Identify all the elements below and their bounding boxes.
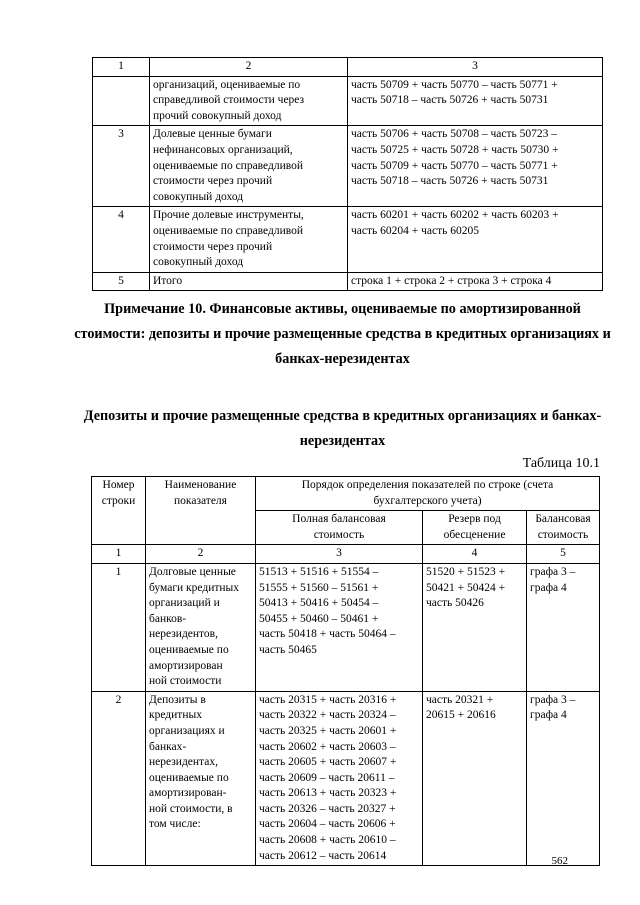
header-number: Номер строки (92, 477, 146, 545)
header-group: Порядок определения показателей по строке (счета бухгалтерского учета) (256, 477, 600, 511)
column-number: 2 (146, 545, 256, 564)
table-row (93, 76, 603, 126)
table-10-1 (91, 476, 600, 866)
section-subheading: Депозиты и прочие размещенные средства в кредитных организациях и банках-нерезидентах (83, 408, 602, 449)
column-number: 1 (92, 545, 146, 564)
row-full-value: 51513 + 51516 + 51554 – 51555 + 51560 – 51561 + 50413 + 50416 + 50454 – 50455 + 50460 – 50461 + часть 50418 + часть 50464 – часть 50465 (256, 563, 423, 691)
table-label: Таблица 10.1 (522, 456, 600, 471)
header-full-value: Полная балансовая стоимость (256, 511, 423, 545)
row-name: Долевые ценные бумаги нефинансовых организаций, оцениваемые по справедливой стоимости через прочий совокупный доход (150, 126, 348, 207)
row-rule: строка 1 + строка 2 + строка 3 + строка 4 (348, 272, 603, 291)
header-cell: 3 (348, 58, 603, 77)
row-rule: часть 50706 + часть 50708 – часть 50723 – часть 50725 + часть 50728 + часть 50730 + часть 50709 + часть 50770 – часть 50771 + часть 50718 – часть 50726 + часть 50731 (348, 126, 603, 207)
header-cell: 1 (93, 58, 150, 77)
row-name: организаций, оцениваемые по справедливой стоимости через прочий совокупный доход (150, 76, 348, 126)
column-number-row (92, 545, 600, 564)
row-number: 1 (92, 563, 146, 691)
row-number: 3 (93, 126, 150, 207)
row-reserve: часть 20321 + 20615 + 20616 (423, 691, 527, 866)
table-continuation (92, 57, 603, 291)
header-cell: 2 (150, 58, 348, 77)
table-header-row (92, 477, 600, 511)
table-row (92, 563, 600, 691)
table-row (93, 126, 603, 207)
row-number: 5 (93, 272, 150, 291)
header-reserve: Резерв под обесценение (423, 511, 527, 545)
header-balance: Балансовая стоимость (527, 511, 600, 545)
row-number (93, 76, 150, 126)
row-balance: графа 3 – графа 4 (527, 563, 600, 691)
row-number: 2 (92, 691, 146, 866)
page-number: 562 (551, 855, 568, 867)
row-name: Прочие долевые инструменты, оцениваемые по справедливой стоимости через прочий совокупный доход (150, 207, 348, 272)
row-name: Итого (150, 272, 348, 291)
row-rule: часть 50709 + часть 50770 – часть 50771 + часть 50718 – часть 50726 + часть 50731 (348, 76, 603, 126)
table-row (92, 691, 600, 866)
table-header-row (93, 58, 603, 77)
column-number: 3 (256, 545, 423, 564)
row-name: Долговые ценные бумаги кредитных организаций и банков- нерезидентов, оцениваемые по амортизирован ной стоимости (146, 563, 256, 691)
row-name: Депозиты в кредитных организациях и банках- нерезидентах, оцениваемые по амортизирован- ной стоимости, в том числе: (146, 691, 256, 866)
note-heading: Примечание 10. Финансовые активы, оцениваемые по амортизированной стоимости: депозиты и прочие размещенные средства в кредитных организациях и банках-нерезидентах (74, 301, 611, 367)
header-name: Наименование показателя (146, 477, 256, 545)
table-row (93, 207, 603, 272)
row-full-value: часть 20315 + часть 20316 + часть 20322 + часть 20324 – часть 20325 + часть 20601 + часть 20602 + часть 20603 – часть 20605 + часть 20607 + часть 20609 – часть 20611 – часть 20613 + часть 20323 + часть 20326 – часть 20327 + часть 20604 – часть 20606 + часть 20608 + часть 20610 – часть 20612 – часть 20614 (256, 691, 423, 866)
row-balance: графа 3 – графа 4 (527, 691, 600, 866)
column-number: 5 (527, 545, 600, 564)
row-rule: часть 60201 + часть 60202 + часть 60203 + часть 60204 + часть 60205 (348, 207, 603, 272)
row-number: 4 (93, 207, 150, 272)
column-number: 4 (423, 545, 527, 564)
row-reserve: 51520 + 51523 + 50421 + 50424 + часть 50426 (423, 563, 527, 691)
table-row (93, 272, 603, 291)
